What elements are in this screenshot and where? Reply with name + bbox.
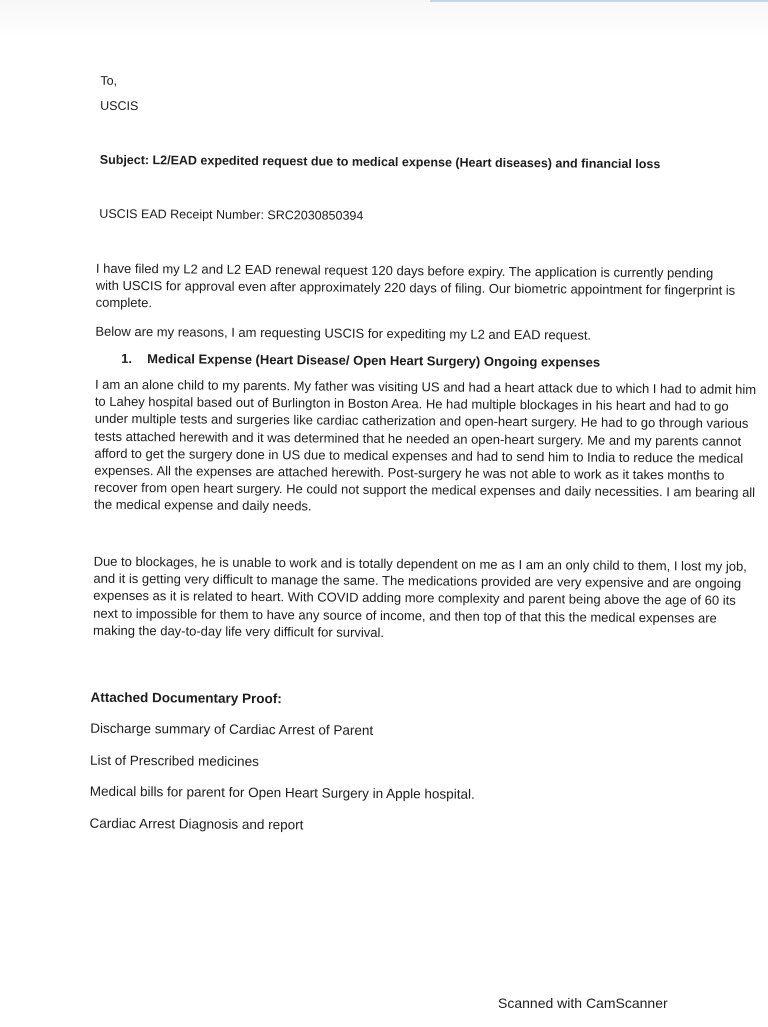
- proof-item: List of Prescribed medicines: [89, 752, 259, 770]
- list-item-number: 1.: [121, 350, 133, 367]
- list-item-title: Medical Expense (Heart Disease/ Open Heart Surgery) Ongoing expenses: [147, 351, 601, 370]
- salutation: To,: [100, 73, 118, 88]
- proof-item: Cardiac Arrest Diagnosis and report: [89, 815, 304, 833]
- camscanner-watermark: Scanned with CamScanner: [498, 995, 668, 1011]
- receipt-number: USCIS EAD Receipt Number: SRC2030850394: [99, 206, 364, 223]
- paragraph-medical-history: I am an alone child to my parents. My father was visiting US and had a heart attack due to which I had to admit him to Lahey hospital based out of Burlington in Boston Area. He had multiple blockages in his heart and had to go under multiple tests and surgeries like cardiac catherization and open-heart surgery. He had to go through various tests attached herewith and it was determined that he needed an open-heart surgery. Me and my parents cannot afford to get the surgery done in US due to medical expenses and had to send him to India to reduce the medical expenses. All the expenses are attached herewith. Post-surgery he was not able to work as it takes months to recover from open heart surgery. He could not support the medical expenses and daily necessities. I am bearing all the medical expense and daily needs.: [93, 376, 757, 514]
- recipient: USCIS: [100, 98, 139, 114]
- reasons-intro: Below are my reasons, I am requesting USCIS for expediting my L2 and EAD request.: [95, 323, 592, 343]
- proof-item: Discharge summary of Cardiac Arrest of Parent: [90, 720, 374, 738]
- intro-paragraph: I have filed my L2 and L2 EAD renewal request 120 days before expiry. The application is currently pending with USCIS for approval even after approximately 220 days of filing. Our biometric appointment for fingerprint is complete.: [95, 260, 736, 311]
- proof-item: Medical bills for parent for Open Heart Surgery in Apple hospital.: [89, 783, 475, 802]
- proof-heading: Attached Documentary Proof:: [90, 689, 282, 707]
- paragraph-financial-hardship: Due to blockages, he is unable to work and is totally dependent on me as I am an only child to them, I lost my job, and it is getting very difficult to manage the same. The medications provided are very expensive and are ongoing expenses as it is related to heart. With COVID adding more complexity and parent being above the age of 60 its next to impossible for them to have any source of income, and then top of that this the medical expenses are making the day-to-day life very difficult for survival.: [93, 553, 747, 640]
- subject-line: Subject: L2/EAD expedited request due to medical expense (Heart diseases) and financial loss: [99, 152, 661, 172]
- list-item-heading: [121, 351, 600, 370]
